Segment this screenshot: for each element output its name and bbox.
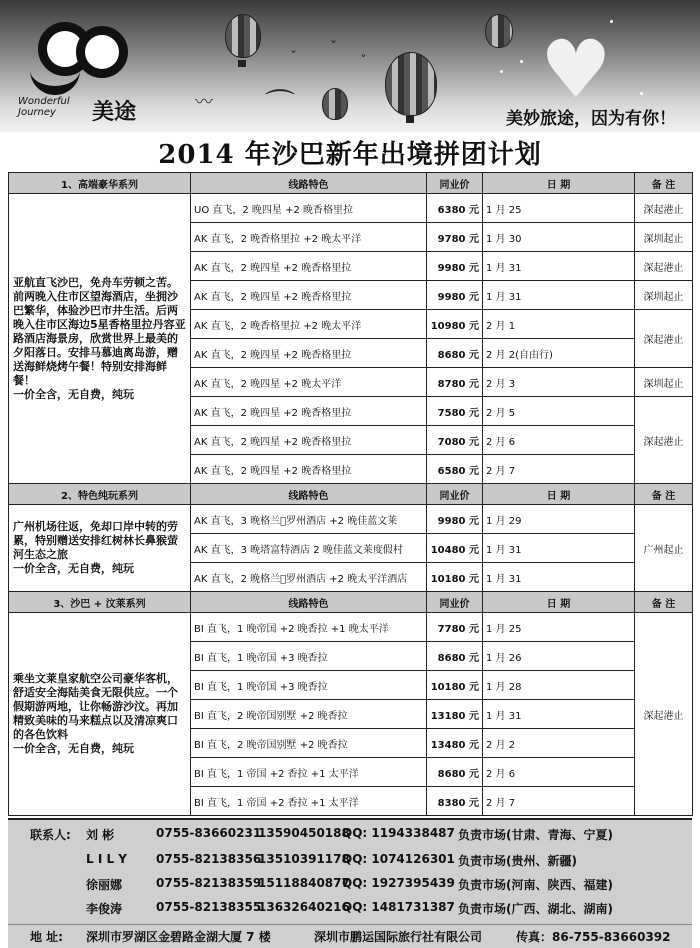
date-cell: 1 月 31 — [483, 252, 635, 281]
logo-text-en: Wonderful Journey — [18, 96, 70, 118]
seagull-icon: ˇ — [330, 40, 337, 56]
table-row — [9, 613, 693, 642]
seagull-icon: ⌒ — [265, 88, 295, 123]
date-cell: 1 月 31 — [483, 563, 635, 592]
note-cell: 深起港止 — [635, 613, 693, 816]
route-cell: AK 直飞，2 晚香格里拉 +2 晚太平洋 — [191, 310, 427, 339]
contact-name: 徐丽娜 — [86, 878, 123, 892]
balloon-icon — [225, 14, 261, 58]
col-header-note: 备 注 — [635, 484, 693, 505]
heart-icon: ♥ — [540, 23, 612, 116]
route-cell: AK 直飞，2 晚四星 +2 晚香格里拉 — [191, 426, 427, 455]
date-cell: 2 月 7 — [483, 787, 635, 816]
date-cell: 1 月 30 — [483, 223, 635, 252]
date-cell: 2 月 2 — [483, 729, 635, 758]
date-cell: 1 月 25 — [483, 194, 635, 223]
sparkle-icon — [500, 70, 503, 73]
contact-label: 联系人: — [30, 828, 71, 842]
logo-ring-right — [76, 26, 128, 78]
balloon-icon — [322, 88, 348, 120]
company-name: 深圳市鹏运国际旅行社有限公司 — [314, 930, 483, 944]
contact-tel: 0755-82138355 — [156, 900, 262, 914]
price-cell: 9780 元 — [427, 223, 483, 252]
date-cell: 1 月 28 — [483, 671, 635, 700]
note-cell: 深圳起止 — [635, 223, 693, 252]
date-cell: 1 月 31 — [483, 700, 635, 729]
col-header-note: 备 注 — [635, 173, 693, 194]
price-cell: 9980 元 — [427, 505, 483, 534]
col-header-price: 同业价 — [427, 173, 483, 194]
price-cell: 8680 元 — [427, 642, 483, 671]
contact-qq: QQ: 1927395439 — [342, 876, 455, 890]
contact-name: L I L Y — [86, 852, 127, 866]
date-cell: 2 月 3 — [483, 368, 635, 397]
section-header — [9, 484, 693, 505]
col-header-note: 备 注 — [635, 592, 693, 613]
contact-name: 刘 彬 — [86, 828, 115, 842]
route-cell: AK 直飞，2 晚四星 +2 晚香格里拉 — [191, 252, 427, 281]
contact-mobile: 15118840877 — [258, 876, 350, 890]
contact-name: 李俊涛 — [86, 902, 123, 916]
route-cell: AK 直飞，2 晚四星 +2 晚香格里拉 — [191, 339, 427, 368]
logo-text-cn: 美途 — [92, 100, 137, 125]
section-name: 3、沙巴 + 汶莱系列 — [9, 592, 191, 613]
price-cell: 7580 元 — [427, 397, 483, 426]
note-cell: 深起港止 — [635, 397, 693, 484]
contact-mobile: 13590450188 — [258, 826, 350, 840]
price-cell: 8680 元 — [427, 339, 483, 368]
price-cell: 10980 元 — [427, 310, 483, 339]
contact-tel: 0755-82138359 — [156, 876, 262, 890]
contact-market: 负责市场(广西、湖北、湖南) — [458, 902, 613, 916]
note-cell: 深起港止 — [635, 252, 693, 281]
section-name: 2、特色纯玩系列 — [9, 484, 191, 505]
contact-tel: 0755-83660231 — [156, 826, 262, 840]
contact-qq: QQ: 1194338487 — [342, 826, 455, 840]
balloon-icon — [485, 14, 513, 48]
section-description: 广州机场往返，免却口岸中转的劳累，特别赠送安排红树林长鼻猴萤河生态之旅 一价全含，无自费，纯玩 — [9, 505, 191, 592]
col-header-date: 日 期 — [483, 484, 635, 505]
route-cell: AK 直飞，2 晚格兰𦈌罗州酒店 +2 晚太平洋酒店 — [191, 563, 427, 592]
note-cell: 深起港止 — [635, 310, 693, 368]
date-cell: 1 月 31 — [483, 281, 635, 310]
contact-tel: 0755-82138356 — [156, 852, 262, 866]
route-cell: BI 直飞，1 晚帝国 +3 晚香拉 — [191, 642, 427, 671]
seagull-icon: ˇ — [360, 54, 367, 70]
seagull-icon: ˇ — [290, 50, 297, 66]
col-header-date: 日 期 — [483, 592, 635, 613]
date-cell: 1 月 29 — [483, 505, 635, 534]
section-header — [9, 592, 693, 613]
address-row — [8, 924, 692, 947]
section-name: 1、高端豪华系列 — [9, 173, 191, 194]
sparkle-icon — [610, 20, 613, 23]
date-cell: 2 月 6 — [483, 426, 635, 455]
page-title: 2014 年沙巴新年出境拼团计划 — [158, 140, 542, 170]
date-cell: 1 月 25 — [483, 613, 635, 642]
date-cell: 1 月 31 — [483, 534, 635, 563]
route-cell: BI 直飞，2 晚帝国别墅 +2 晚香拉 — [191, 700, 427, 729]
price-cell: 10180 元 — [427, 671, 483, 700]
col-header-route: 线路特色 — [191, 484, 427, 505]
price-cell: 8780 元 — [427, 368, 483, 397]
date-cell: 2 月 2(自由行) — [483, 339, 635, 368]
balloon-icon — [385, 52, 437, 116]
logo-swoosh — [30, 56, 80, 95]
price-cell: 8680 元 — [427, 758, 483, 787]
date-cell: 2 月 1 — [483, 310, 635, 339]
route-cell: BI 直飞，1 帝国 +2 香拉 +1 太平洋 — [191, 758, 427, 787]
price-cell: 6380 元 — [427, 194, 483, 223]
price-cell: 7080 元 — [427, 426, 483, 455]
contact-market: 负责市场(贵州、新疆) — [458, 854, 577, 868]
contact-qq: QQ: 1074126301 — [342, 852, 455, 866]
col-header-price: 同业价 — [427, 592, 483, 613]
address-label: 地 址: — [30, 930, 63, 944]
contact-mobile: 13510391178 — [258, 852, 350, 866]
sparkle-icon — [640, 92, 643, 95]
route-cell: AK 直飞，2 晚香格里拉 +2 晚太平洋 — [191, 223, 427, 252]
route-cell: AK 直飞，3 晚格兰𦈌罗州酒店 +2 晚佳蓝文莱 — [191, 505, 427, 534]
route-cell: BI 直飞，1 晚帝国 +2 晚香拉 +1 晚太平洋 — [191, 613, 427, 642]
contact-qq: QQ: 1481731387 — [342, 900, 455, 914]
contact-section — [8, 818, 692, 948]
route-cell: AK 直飞，2 晚四星 +2 晚香格里拉 — [191, 281, 427, 310]
route-cell: BI 直飞，1 晚帝国 +3 晚香拉 — [191, 671, 427, 700]
date-cell: 2 月 5 — [483, 397, 635, 426]
note-cell: 广州起止 — [635, 505, 693, 592]
table-row — [9, 505, 693, 534]
col-header-route: 线路特色 — [191, 592, 427, 613]
section-description: 亚航直飞沙巴，免舟车劳顿之苦。前两晚入住市区望海酒店，坐拥沙巴繁华，体验沙巴市井生活。后两晚入住市区海边5星香格里拉丹容亚路酒店海景房，欣赏世界上最美的夕阳落日。安排马慕迪离岛游，赠送海鲜烧烤午餐！特别安排海鲜餐！ 一价全含，无自费，纯玩 — [9, 194, 191, 484]
route-cell: AK 直飞，2 晚四星 +2 晚太平洋 — [191, 368, 427, 397]
date-cell: 2 月 6 — [483, 758, 635, 787]
balloon-basket-icon — [406, 116, 414, 123]
note-cell: 深圳起止 — [635, 368, 693, 397]
price-cell: 13180 元 — [427, 700, 483, 729]
itinerary-table — [8, 172, 693, 816]
date-cell: 2 月 7 — [483, 455, 635, 484]
note-cell: 深圳起止 — [635, 281, 693, 310]
col-header-route: 线路特色 — [191, 173, 427, 194]
price-cell: 6580 元 — [427, 455, 483, 484]
table-row — [9, 194, 693, 223]
route-cell: AK 直飞，2 晚四星 +2 晚香格里拉 — [191, 455, 427, 484]
contact-mobile: 13632640216 — [258, 900, 350, 914]
seagull-icon: 〰 — [195, 92, 213, 113]
route-cell: BI 直飞，2 晚帝国别墅 +2 晚香拉 — [191, 729, 427, 758]
price-cell: 10480 元 — [427, 534, 483, 563]
fax-number: 传真：86-755-83660392 — [516, 930, 671, 944]
route-cell: UO 直飞，2 晚四星 +2 晚香格里拉 — [191, 194, 427, 223]
price-cell: 10180 元 — [427, 563, 483, 592]
price-cell: 7780 元 — [427, 613, 483, 642]
price-cell: 9980 元 — [427, 252, 483, 281]
balloon-basket-icon — [238, 60, 246, 67]
sparkle-icon — [520, 60, 523, 63]
route-cell: BI 直飞，1 帝国 +2 香拉 +1 太平洋 — [191, 787, 427, 816]
col-header-price: 同业价 — [427, 484, 483, 505]
slogan: 美妙旅途，因为有你！ — [506, 109, 676, 129]
contact-market: 负责市场(河南、陕西、福建) — [458, 878, 613, 892]
section-header — [9, 173, 693, 194]
header-banner — [0, 0, 700, 132]
price-cell: 13480 元 — [427, 729, 483, 758]
col-header-date: 日 期 — [483, 173, 635, 194]
route-cell: AK 直飞，3 晚塔富特酒店 2 晚佳蓝文莱度假村 — [191, 534, 427, 563]
route-cell: AK 直飞，2 晚四星 +2 晚香格里拉 — [191, 397, 427, 426]
address-text: 深圳市罗湖区金碧路金湖大厦 7 楼 — [86, 930, 271, 944]
date-cell: 1 月 26 — [483, 642, 635, 671]
contact-market: 负责市场(甘肃、青海、宁夏) — [458, 828, 613, 842]
price-cell: 8380 元 — [427, 787, 483, 816]
note-cell: 深起港止 — [635, 194, 693, 223]
section-description: 乘坐文莱皇家航空公司豪华客机，舒适安全海陆美食无限供应。一个假期游两地，让你畅游沙汶。再加精致美味的马来糕点以及清凉爽口的各色饮料 一价全含，无自费，纯玩 — [9, 613, 191, 816]
price-cell: 9980 元 — [427, 281, 483, 310]
